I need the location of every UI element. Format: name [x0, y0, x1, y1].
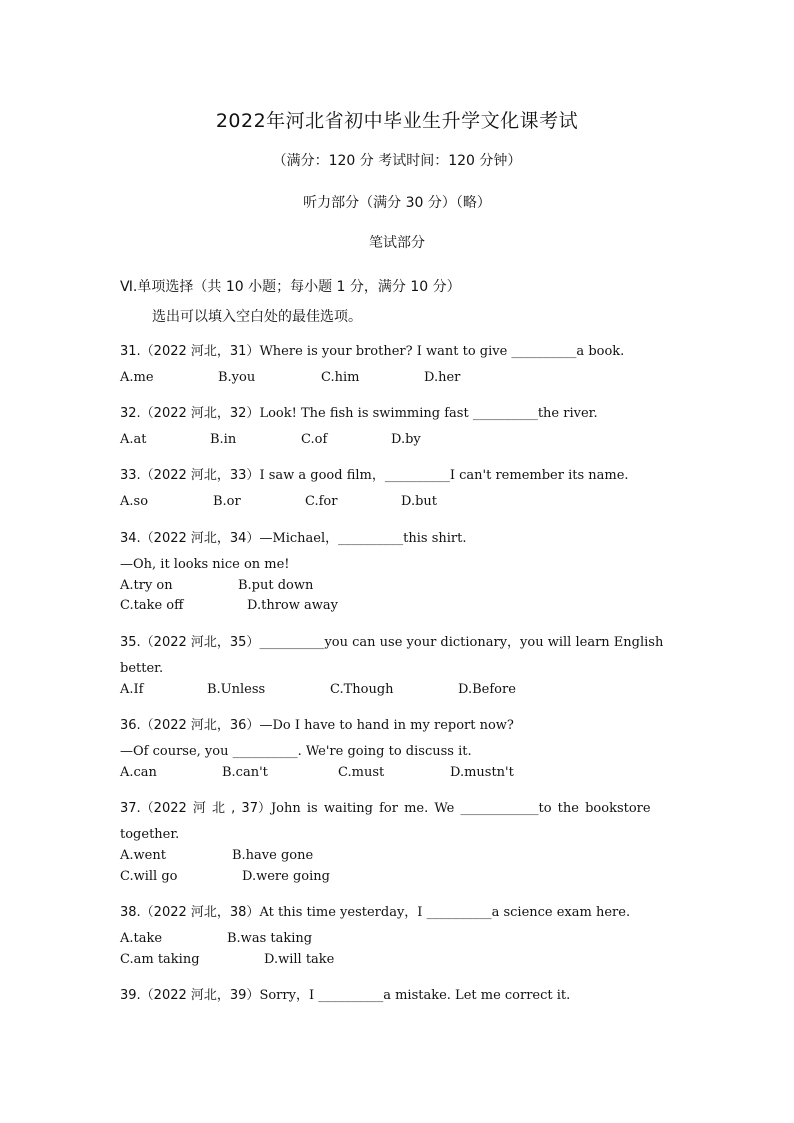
question-source: 32.（2022 河北，32）: [120, 406, 260, 421]
option-c[interactable]: C.will go: [120, 869, 178, 884]
option-d[interactable]: D.mustn't: [450, 765, 514, 780]
question-38: [120, 901, 630, 920]
question-source: 37.（2022 河 北 , 37）: [120, 801, 271, 816]
option-c[interactable]: C.for: [305, 494, 338, 509]
question-stem: At this time yesterday，I __________a science exam here.: [259, 905, 631, 920]
option-c[interactable]: C.him: [321, 370, 360, 385]
option-c[interactable]: C.am taking: [120, 952, 200, 967]
question-34: [120, 527, 467, 546]
option-c[interactable]: C.Though: [330, 682, 394, 697]
option-c[interactable]: C.must: [338, 765, 385, 780]
question-32: [120, 402, 598, 421]
question-source: 34.（2022 河北，34）: [120, 531, 260, 546]
exam-title: 2022年河北省初中毕业生升学文化课考试: [215, 110, 579, 132]
section-instruction: 选出可以填入空白处的最佳选项。: [152, 309, 362, 325]
option-b[interactable]: B.in: [210, 432, 237, 447]
question-source: 35.（2022 河北，35）: [120, 635, 260, 650]
question-stem: Look! The fish is swimming fast __________the river.: [259, 406, 598, 421]
section-heading: Ⅵ.单项选择（共 10 小题；每小题 1 分，满分 10 分）: [120, 279, 461, 295]
question-stem: I saw a good film，__________I can't remember its name.: [259, 468, 629, 483]
option-a[interactable]: A.went: [120, 848, 166, 863]
option-a[interactable]: A.me: [120, 370, 154, 385]
question-stem: Sorry，I __________a mistake. Let me correct it.: [259, 988, 571, 1003]
option-c[interactable]: C.of: [301, 432, 328, 447]
option-c[interactable]: C.take off: [120, 598, 184, 613]
option-a[interactable]: A.try on: [120, 578, 173, 593]
option-d[interactable]: D.will take: [264, 952, 335, 967]
question-stem: John is waiting for me. We ____________to the bookstore: [270, 801, 651, 816]
option-d[interactable]: D.but: [401, 494, 438, 509]
option-d[interactable]: D.Before: [458, 682, 516, 697]
option-b[interactable]: B.Unless: [207, 682, 266, 697]
question-stem: __________you can use your dictionary，you will learn English: [259, 635, 664, 650]
question-source: 31.（2022 河北，31）: [120, 344, 260, 359]
question-35: [120, 631, 663, 650]
question-source: 38.（2022 河北，38）: [120, 905, 260, 920]
question-33: [120, 464, 629, 483]
listening-section-note: 听力部分（满分 30 分）（略）: [303, 195, 491, 211]
option-d[interactable]: D.were going: [242, 869, 330, 884]
option-b[interactable]: B.you: [218, 370, 256, 385]
written-section-title: 笔试部分: [369, 235, 425, 251]
question-35-continued: better.: [120, 661, 164, 676]
option-b[interactable]: B.put down: [238, 578, 314, 593]
option-a[interactable]: A.at: [120, 432, 147, 447]
question-34-reply: —Oh, it looks nice on me!: [120, 557, 290, 572]
option-b[interactable]: B.can't: [222, 765, 268, 780]
question-36-reply: —Of course, you __________. We're going to discuss it.: [120, 744, 472, 759]
question-36: [120, 714, 514, 733]
option-b[interactable]: B.was taking: [227, 931, 313, 946]
option-b[interactable]: B.or: [213, 494, 241, 509]
question-stem: —Do I have to hand in my report now?: [259, 718, 514, 733]
question-source: 33.（2022 河北，33）: [120, 468, 260, 483]
question-31: [120, 340, 624, 359]
question-37: [120, 797, 651, 816]
option-a[interactable]: A.take: [120, 931, 163, 946]
option-d[interactable]: D.her: [424, 370, 461, 385]
option-a[interactable]: A.can: [120, 765, 157, 780]
option-d[interactable]: D.by: [391, 432, 421, 447]
option-a[interactable]: A.so: [120, 494, 149, 509]
question-source: 36.（2022 河北，36）: [120, 718, 260, 733]
option-b[interactable]: B.have gone: [232, 848, 314, 863]
question-39: [120, 984, 570, 1003]
score-time-info: （满分：120 分 考试时间：120 分钟）: [272, 153, 522, 169]
option-d[interactable]: D.throw away: [247, 598, 338, 613]
option-a[interactable]: A.If: [120, 682, 144, 697]
question-stem: —Michael，__________this shirt.: [259, 531, 467, 546]
question-source: 39.（2022 河北，39）: [120, 988, 260, 1003]
question-37-continued: together.: [120, 827, 180, 842]
question-stem: Where is your brother? I want to give __________a book.: [259, 344, 625, 359]
